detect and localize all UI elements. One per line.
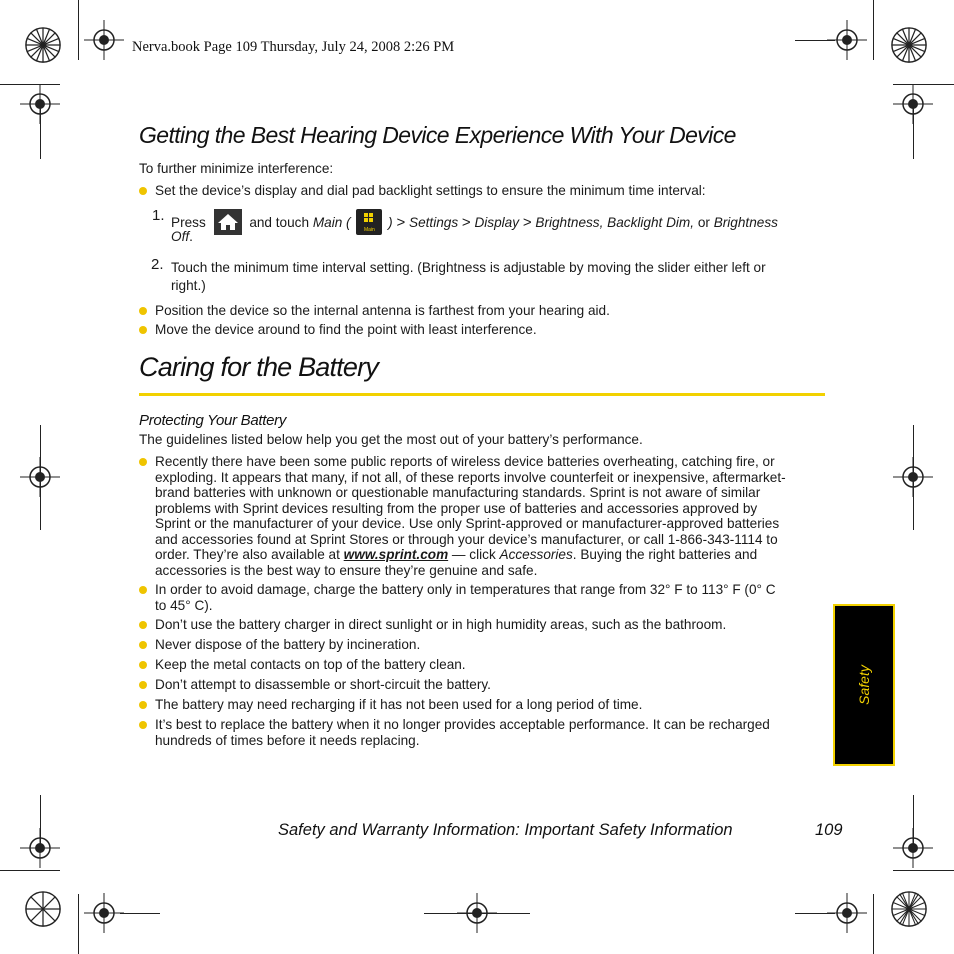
registration-star-icon [890,890,928,928]
subheading-protecting: Protecting Your Battery [139,412,287,429]
step-1-press: Press [171,215,206,230]
intro-text: To further minimize interference: [139,161,334,176]
bullet-text-temperature [155,582,825,613]
section-heading-battery: Caring for the Battery [139,352,379,382]
bullet-text: Position the device so the internal antenna is farthest from your hearing aid. [155,303,610,318]
text-line: Recently there have been some public reports of wireless device batteries overheating, catching fire, or [155,454,775,469]
text-line: accessories is the best way to ensure they’re genuine and safe. [155,562,538,578]
text-line: exploding. It appears that many, if not all, of these reports involve counterfeit or inexpensive, aftermarket- [155,469,786,485]
side-tab-safety[interactable] [833,604,895,766]
text-line: In order to avoid damage, charge the battery only in temperatures that range from 32° F to 113° F (0° C [155,582,776,597]
step-1-brightness: Brightness, Backlight Dim, [535,215,695,230]
bullet-text: Don’t attempt to disassemble or short-circuit the battery. [155,677,491,692]
page-number: 109 [815,821,843,839]
bullet-text: The battery may need recharging if it has not been used for a long period of time. [155,697,643,712]
step-1-off: Off [171,229,190,244]
crosshair-icon [20,457,60,497]
footer-title: Safety and Warranty Information: Important Safety Information [278,821,733,839]
crosshair-icon [457,893,497,933]
registration-star-icon [24,890,62,928]
bullet-text: Never dispose of the battery by incineration. [155,637,421,652]
home-icon[interactable] [214,209,242,235]
text-line: to 45° C). [155,597,213,613]
text-line: Sprint or the manufacturer of your device. Use only Sprint-approved or manufacturer-approved batteries [155,516,780,531]
crosshair-icon [84,20,124,60]
bullet-dot [139,641,147,649]
step-1-main: Main ( [312,215,351,230]
step-2-line-2: right.) [171,278,206,293]
crosshair-icon [20,828,60,868]
bullet-text-replace [155,717,825,748]
step-1-close: ) [388,215,393,230]
bullet-dot [139,586,147,594]
text-line: It’s best to replace the battery when it no longer provides acceptable performance. It can be recharged [155,717,770,732]
registration-star-icon [24,26,62,64]
bullet-dot [139,721,147,729]
text-line: hundreds of times before it needs replacing. [155,732,420,748]
main-menu-icon-label: Main [363,227,375,233]
text-line: problems with Sprint devices resulting from the proper use of batteries and accessories approved by [155,500,758,516]
text-segment: — click [448,547,500,562]
step-1-text [171,209,831,235]
bullet-text-counterfeit [155,454,825,578]
text-segment: order. They’re also available at [155,547,344,562]
step-number: 2. [151,256,164,273]
sprint-link[interactable]: www.sprint.com [343,547,449,562]
step-1-and-touch: and touch [249,215,310,230]
bullet-dot [139,701,147,709]
text-line: brand batteries with unknown or questionable manufacturing standards. Sprint is not aware of similar [155,485,761,500]
text-line: and accessories found at Sprint Stores or through your device’s manufacturer, or call 1-866-343-1114 to [155,531,778,547]
gt-separator: > [396,214,406,231]
bullet-text: Set the device’s display and dial pad backlight settings to ensure the minimum time interval: [155,183,706,198]
bullet-dot [139,681,147,689]
section-heading-hearing: Getting the Best Hearing Device Experience With Your Device [139,122,736,148]
bullet-text: Don’t use the battery charger in direct sunlight or in high humidity areas, such as the bathroom. [155,617,727,632]
text-segment: . Buying the right batteries and [572,547,758,562]
step-1-off-line [171,229,193,245]
main-menu-icon[interactable] [356,209,382,235]
step-number: 1. [152,207,165,224]
battery-intro: The guidelines listed below help you get the most out of your battery’s performance. [139,432,643,447]
bullet-text: Keep the metal contacts on top of the battery clean. [155,657,466,672]
text-line [155,547,825,563]
step-1-display: Display [474,215,520,230]
printer-slug: Nerva.book Page 109 Thursday, July 24, 2008 2:26 PM [132,39,455,55]
accessories-label: Accessories [499,547,573,562]
bullet-dot [139,307,147,315]
gt-separator: > [522,214,532,231]
bullet-dot [139,458,147,466]
crosshair-icon [893,828,933,868]
bullet-dot [139,187,147,195]
crosshair-icon [84,893,124,933]
step-1-settings: Settings [409,215,459,230]
step-1-period: . [189,229,193,244]
crosshair-icon [893,457,933,497]
side-tab-label: Safety [856,665,872,705]
bullet-dot [139,621,147,629]
heading-rule [139,393,825,396]
bullet-dot [139,326,147,334]
bullet-dot [139,661,147,669]
step-1-or: or [697,215,710,230]
step-2-line-1: Touch the minimum time interval setting. (Brightness is adjustable by moving the slider either left or [171,260,766,275]
gt-separator: > [461,214,471,231]
bullet-text: Move the device around to find the point with least interference. [155,322,537,337]
step-1-brightness-off: Brightness [713,215,778,230]
registration-star-icon [890,26,928,64]
